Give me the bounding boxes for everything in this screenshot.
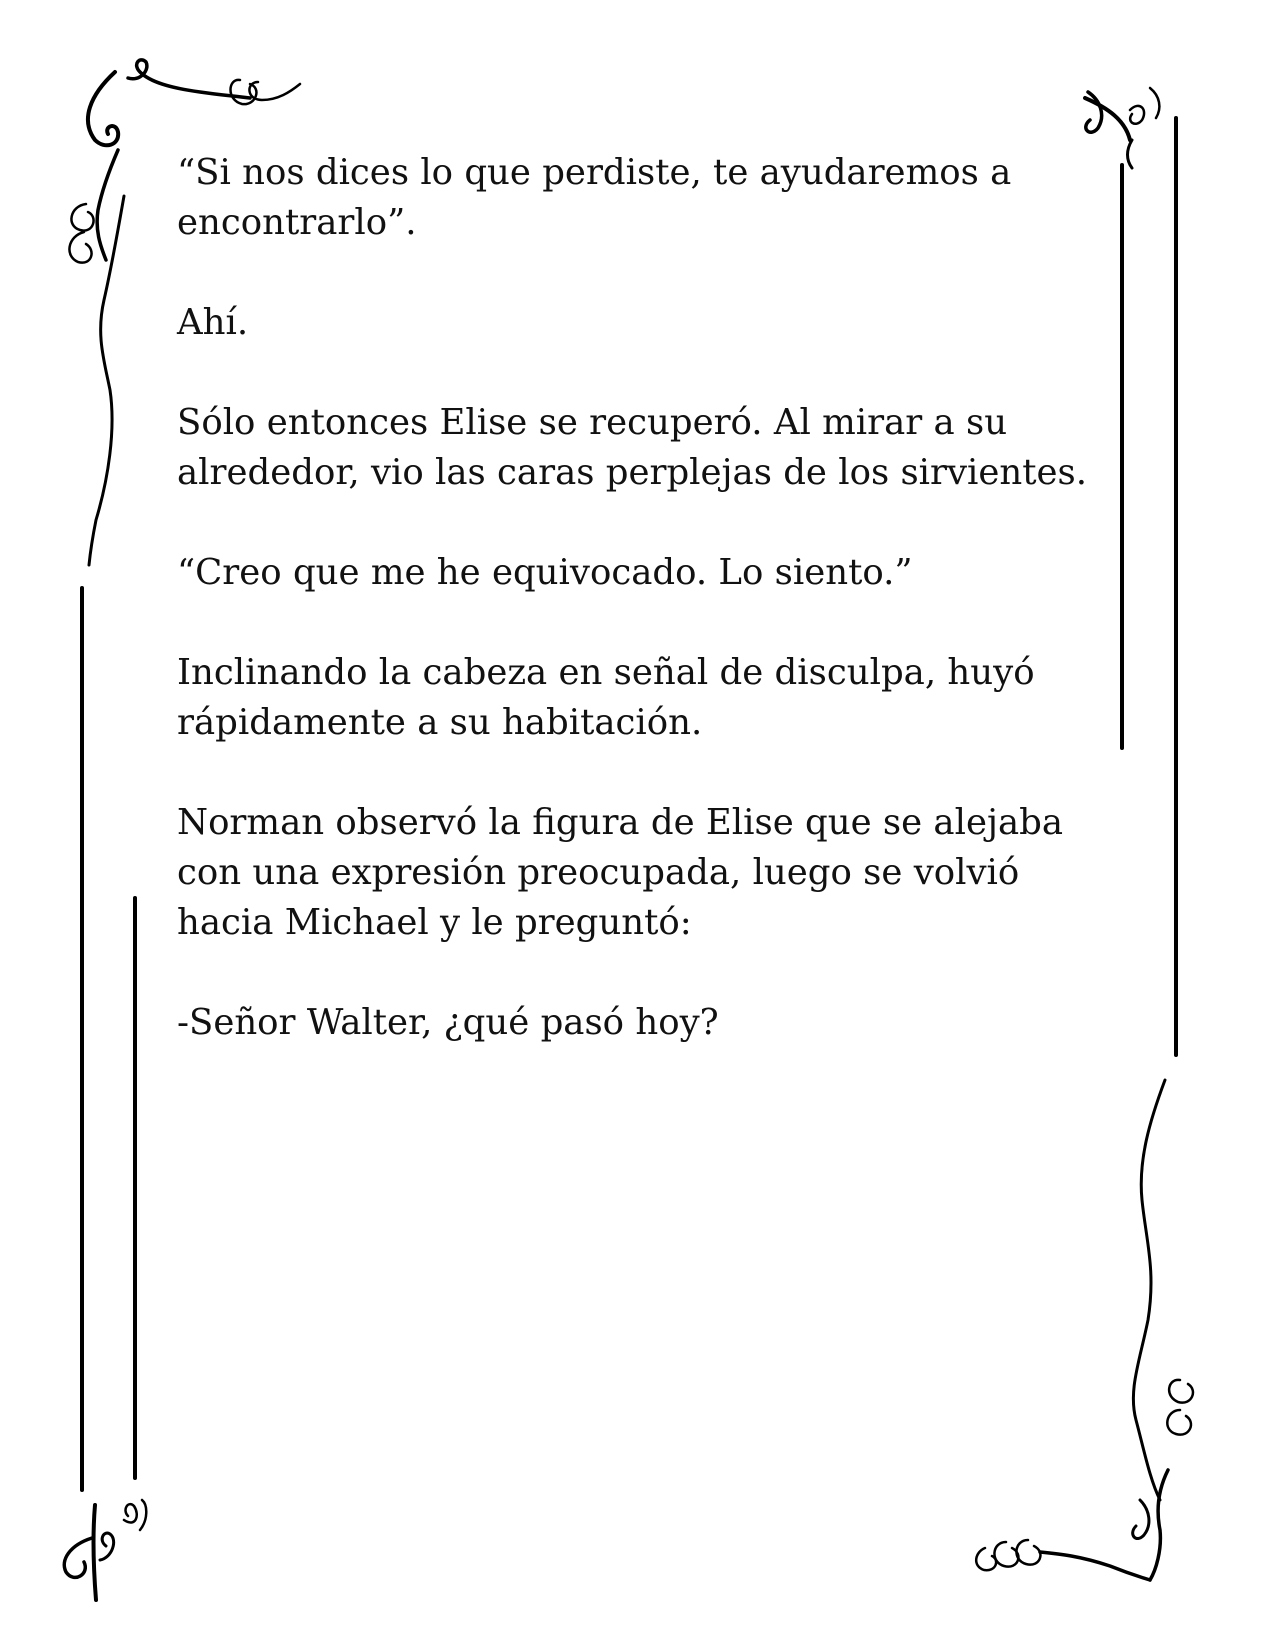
paragraph-7: -Señor Walter, ¿qué pasó hoy?	[177, 1002, 719, 1043]
paragraph-6: Norman observó la figura de Elise que se alejaba con una expresión preocupada, luego se volvió hacia Michael y le preguntó:	[177, 802, 1064, 943]
document-body	[177, 148, 1097, 1048]
paragraph-5: Inclinando la cabeza en señal de disculpa, huyó rápidamente a su habitación.	[177, 652, 1035, 743]
bottom-right-flourish	[976, 1080, 1193, 1580]
paragraph-4: “Creo que me he equivocado. Lo siento.”	[177, 552, 913, 593]
paragraph-2: Ahí.	[177, 302, 249, 343]
bottom-left-flourish	[64, 1500, 146, 1600]
paragraph-1: “Si nos dices lo que perdiste, te ayudaremos a encontrarlo”.	[177, 152, 1012, 243]
paragraph-3: Sólo entonces Elise se recuperó. Al mirar a su alrededor, vio las caras perplejas de los sirvientes.	[177, 402, 1088, 493]
